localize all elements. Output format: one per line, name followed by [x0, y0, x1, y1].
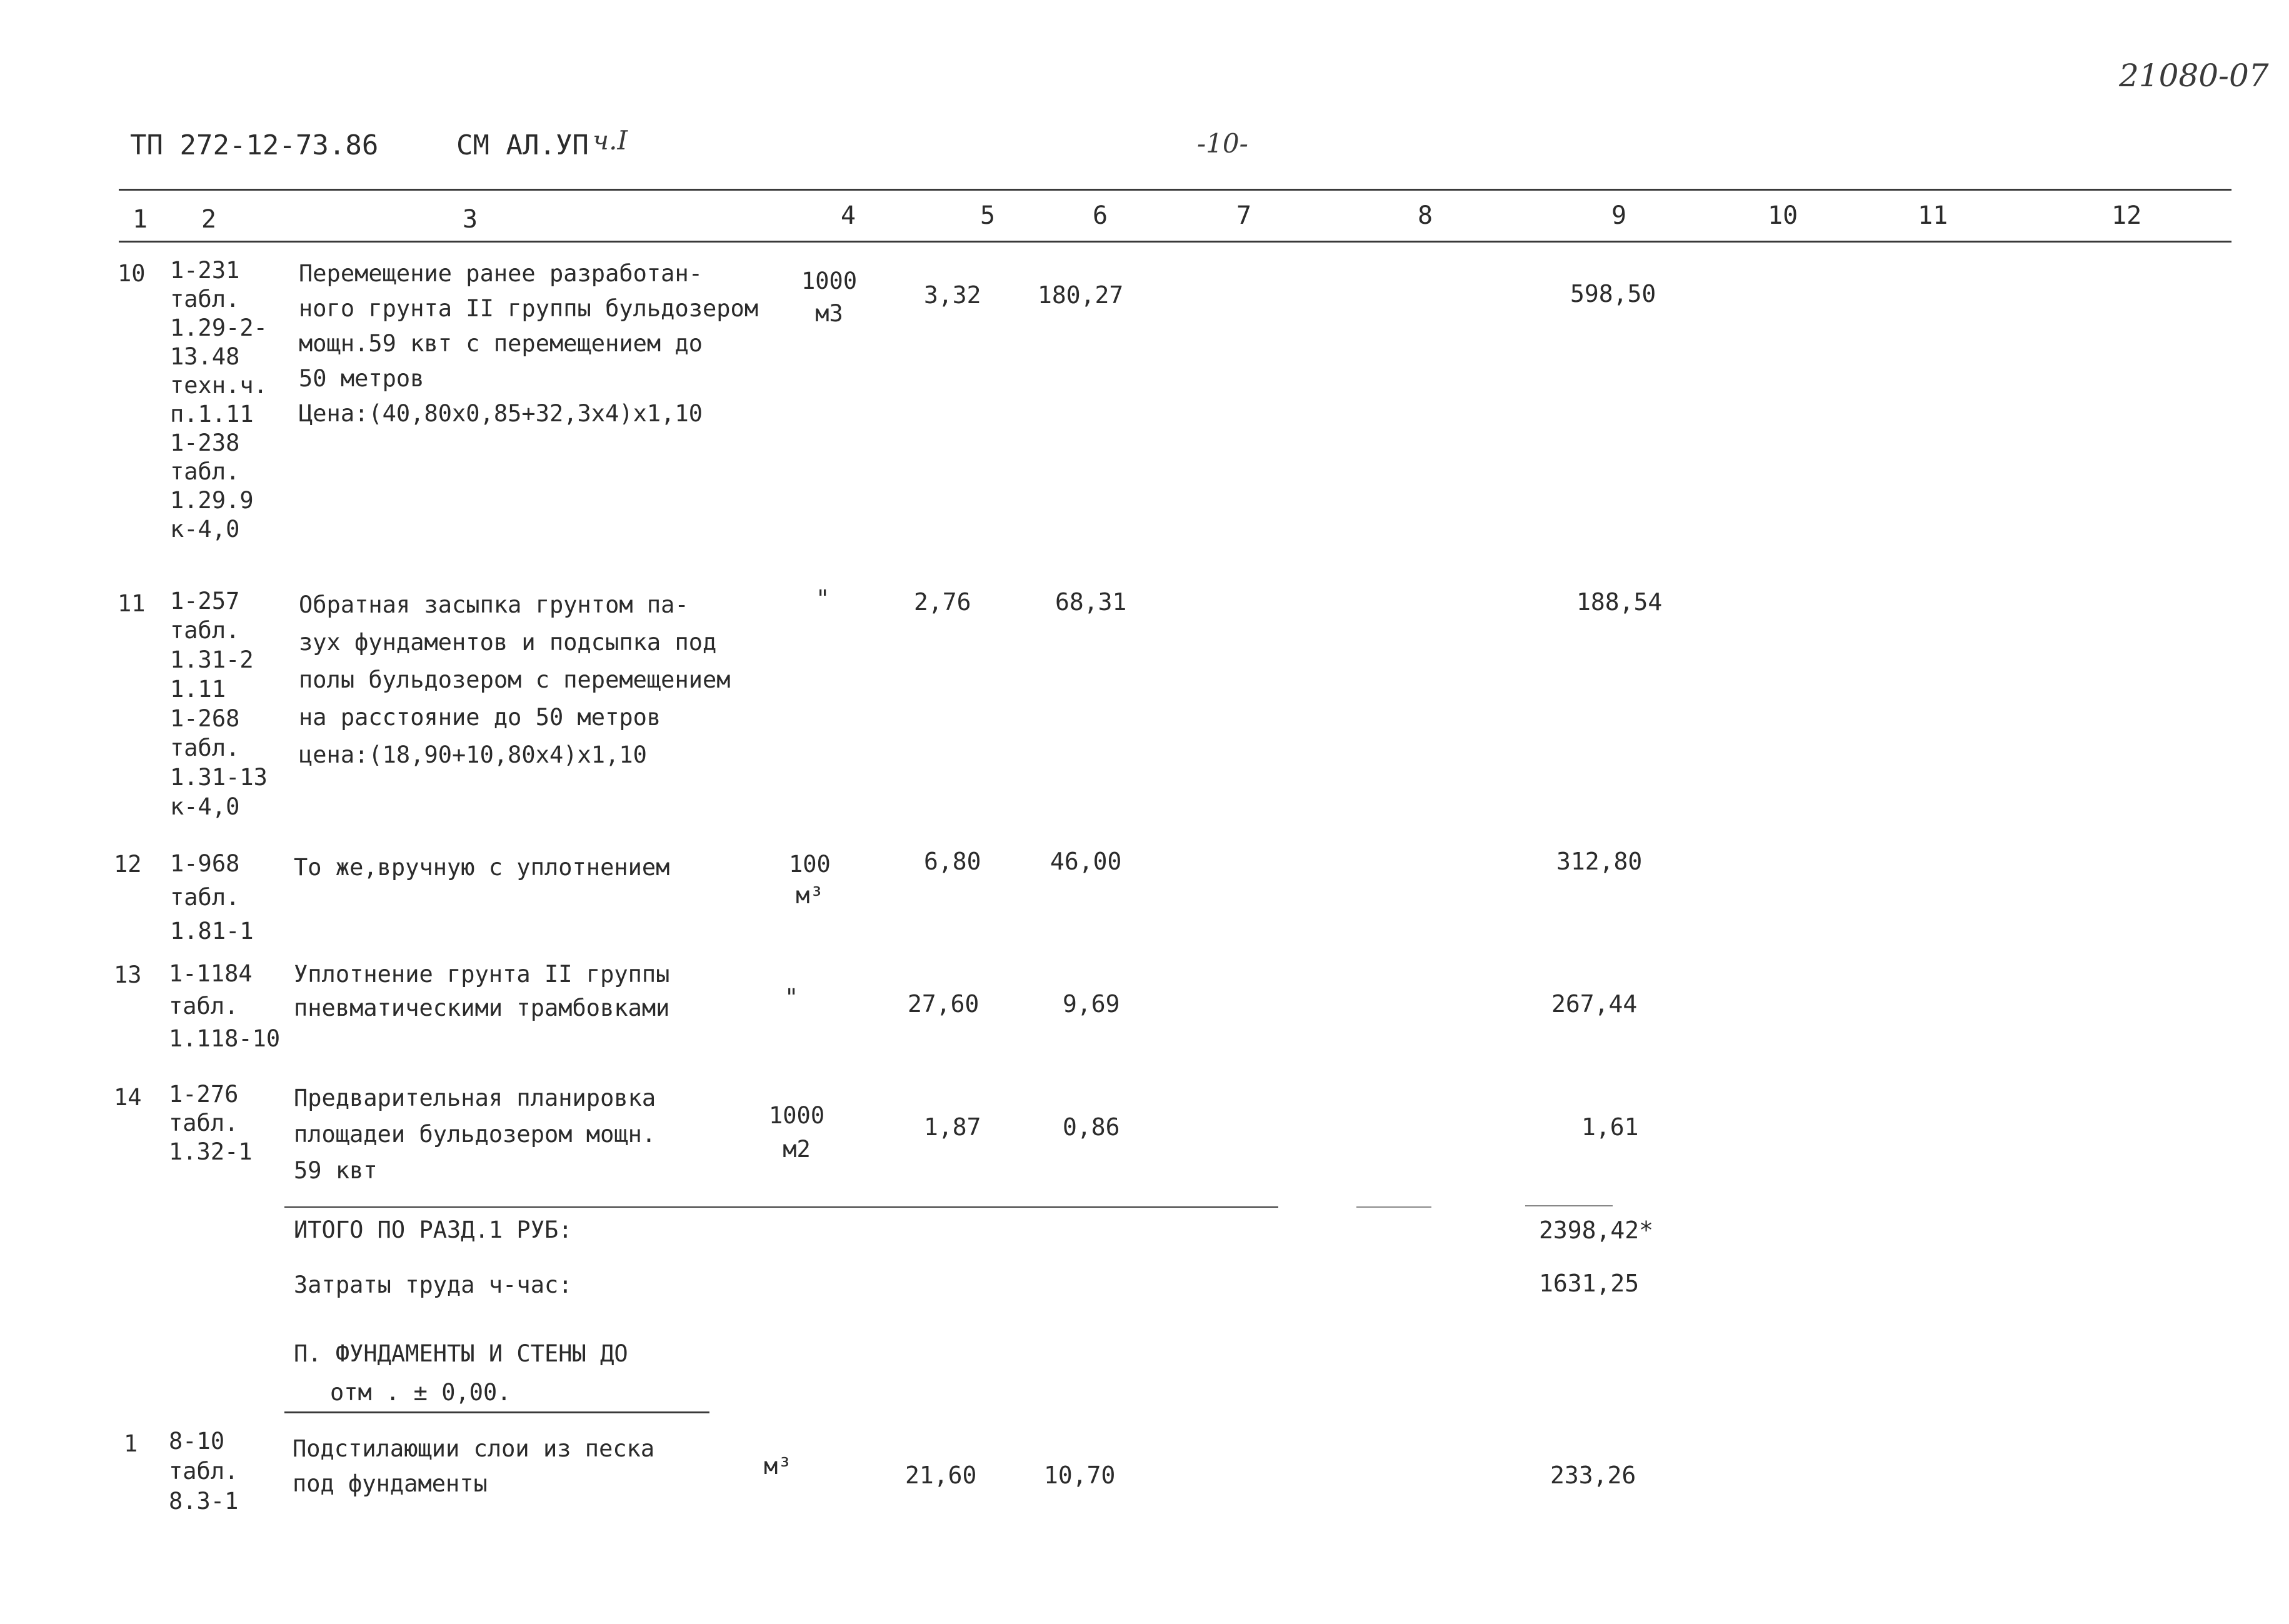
- column-header: 12: [2111, 201, 2142, 230]
- document-part: ч.I: [593, 125, 628, 156]
- column-header: 3: [463, 205, 478, 234]
- norm-code: 8-10 табл. 8.3-1: [169, 1428, 239, 1515]
- unit: ": [784, 984, 799, 1011]
- work-description: Обратная засыпка грунтом па- зух фундаментов и подсыпка под полы бульдозером с перемещением на расстояние до 50 метров цена:(18,90+10,80х4)х1,10: [299, 591, 731, 768]
- unit-price: 10,70: [1044, 1461, 1116, 1489]
- labor-cost-value: 1631,25: [1539, 1270, 1640, 1297]
- section-total-value: 2398,42*: [1539, 1216, 1654, 1244]
- section-total-label: ИТОГО ПО РАЗД.1 РУБ:: [294, 1216, 573, 1243]
- archive-number: 21080-07: [2119, 58, 2269, 94]
- row-number: 11: [118, 590, 146, 617]
- total-cost: 312,80: [1556, 848, 1643, 875]
- unit-price: 9,69: [1063, 990, 1120, 1018]
- norm-code: 1-1184 табл. 1.118-10: [169, 960, 281, 1052]
- table-top-rule: [119, 189, 2231, 191]
- unit: 1000 м2: [769, 1102, 825, 1163]
- unit: ": [816, 585, 830, 612]
- work-description: То же,вручную с уплотнением: [294, 854, 670, 881]
- column-header: 2: [201, 205, 217, 234]
- unit: 100 м³: [789, 851, 831, 909]
- section-heading: П. ФУНДАМЕНТЫ И СТЕНЫ ДО: [294, 1340, 628, 1367]
- document-code: ТП 272-12-73.86: [130, 129, 379, 161]
- column-header: 5: [980, 201, 996, 230]
- summary-rule: [284, 1206, 1278, 1208]
- column-header: 7: [1236, 201, 1252, 230]
- unit-price: 68,31: [1055, 588, 1127, 616]
- column-header: 8: [1418, 201, 1433, 230]
- norm-code: 1-231 табл. 1.29-2- 13.48 техн.ч. п.1.11 1-238 табл. 1.29.9 к-4,0: [170, 257, 268, 543]
- section-heading-cont: отм . ± 0,00.: [330, 1379, 511, 1406]
- total-cost: 233,26: [1550, 1461, 1636, 1489]
- work-description: Предварительная планировка площадеи бульдозером мощн. 59 квт: [294, 1085, 656, 1184]
- column-header: 6: [1093, 201, 1108, 230]
- unit-price: 0,86: [1063, 1113, 1120, 1141]
- work-description: Уплотнение грунта II группы пневматическими трамбовками: [294, 961, 670, 1021]
- norm-code: 1-968 табл. 1.81-1: [170, 850, 254, 945]
- total-cost: 1,61: [1581, 1113, 1639, 1141]
- work-description: Перемещение ранее разработан- ного грунта II группы бульдозером мощн.59 квт с перемещением до 50 метров Цена:(40,80х0,85+32,3х4)х1,10: [299, 260, 759, 427]
- work-description: Подстилающии слои из песка под фундаменты: [293, 1435, 655, 1497]
- column-header: 11: [1918, 201, 1948, 230]
- total-cost: 598,50: [1570, 280, 1656, 308]
- labor-cost-label: Затраты труда ч-час:: [294, 1271, 573, 1298]
- column-header: 10: [1768, 201, 1798, 230]
- norm-code: 1-257 табл. 1.31-2 1.11 1-268 табл. 1.31-13 к-4,0: [170, 588, 268, 820]
- unit: м³: [764, 1453, 792, 1480]
- column-header: 1: [133, 205, 148, 234]
- section-heading-underline: [284, 1411, 709, 1413]
- total-cost: 188,54: [1576, 588, 1663, 616]
- row-number: 13: [114, 961, 142, 988]
- header-bottom-rule: [119, 241, 2231, 243]
- row-number: 10: [118, 260, 146, 287]
- column-header: 4: [841, 201, 856, 230]
- quantity: 1,87: [924, 1113, 981, 1141]
- rule-fragment: [1356, 1206, 1431, 1208]
- total-cost: 267,44: [1551, 990, 1638, 1018]
- unit: 1000 м3: [801, 268, 858, 327]
- quantity: 3,32: [924, 281, 981, 309]
- column-header: 9: [1611, 201, 1627, 230]
- quantity: 2,76: [914, 588, 971, 616]
- unit-price: 180,27: [1038, 281, 1124, 309]
- document-series: СМ АЛ.УП: [456, 129, 589, 161]
- rule-fragment: [1525, 1205, 1613, 1206]
- quantity: 21,60: [905, 1461, 977, 1489]
- unit-price: 46,00: [1050, 848, 1122, 875]
- quantity: 27,60: [908, 990, 979, 1018]
- quantity: 6,80: [924, 848, 981, 875]
- norm-code: 1-276 табл. 1.32-1: [169, 1081, 253, 1165]
- row-number: 12: [114, 851, 142, 878]
- row-number: 1: [124, 1430, 138, 1457]
- row-number: 14: [114, 1084, 142, 1111]
- page-number: -10-: [1197, 128, 1248, 159]
